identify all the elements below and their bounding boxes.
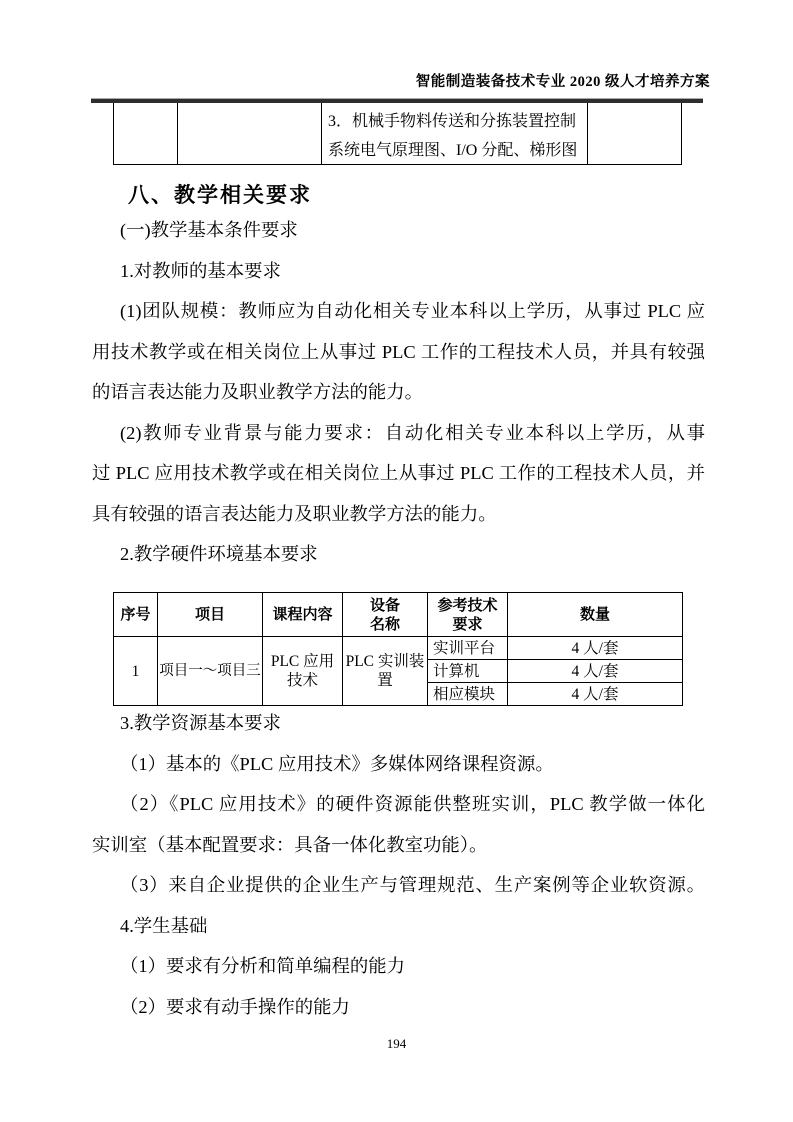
- paragraph-line: (1)团队规模：教师应为自动化相关专业本科以上学历，从事过 PLC 应: [120, 301, 705, 321]
- section-heading: 八、教学相关要求: [128, 184, 312, 207]
- col-header-specs: 参考技术 要求: [428, 593, 508, 637]
- paragraph-line: 实训室（基本配置要求：具备一体化教室功能）。: [92, 834, 488, 855]
- paragraph-line: （1）要求有分析和简单编程的能力: [120, 956, 406, 976]
- cell-spec: 实训平台: [428, 637, 508, 660]
- cell-spec: 相应模块: [428, 683, 508, 706]
- subsection-title: (一)教学基本条件要求: [120, 220, 298, 240]
- paragraph-line: 过 PLC 应用技术教学或在相关岗位上从事过 PLC 工作的工程技术人员，并: [92, 463, 705, 483]
- col-header-device: 设备 名称: [343, 593, 428, 637]
- cell-spec: 计算机: [428, 660, 508, 683]
- teaching-resources-text: [92, 703, 705, 1027]
- paragraph-line: （1）基本的《PLC 应用技术》多媒体网络课程资源。: [120, 753, 554, 774]
- cell-qty: 4 人/套: [508, 660, 683, 683]
- paragraph-line: 的语言表达能力及职业教学方法的能力。: [92, 382, 424, 402]
- col-header-course: 课程内容: [263, 593, 343, 637]
- table-cell-empty: [178, 103, 322, 164]
- table-cell-content: [322, 103, 588, 164]
- paragraph-line: （2）要求有动手操作的能力: [120, 996, 350, 1017]
- table-cell-line: 系统电气原理图、I/O 分配、梯形图: [328, 142, 578, 159]
- continued-table-fragment: [113, 103, 682, 165]
- col-header-qty: 数量: [508, 593, 683, 637]
- page-number: 194: [386, 1036, 407, 1051]
- hardware-requirements-table: [113, 592, 683, 706]
- cell-qty: 4 人/套: [508, 637, 683, 660]
- teaching-conditions-text: [92, 210, 705, 575]
- paragraph-line: （3）来自企业提供的企业生产与管理规范、生产案例等企业软资源。: [120, 875, 705, 895]
- running-header-title: 智能制造装备技术专业 2020 级人才培养方案: [415, 74, 710, 90]
- item-title: 2.教学硬件环境基本要求: [120, 544, 318, 564]
- item-title: 4.学生基础: [120, 915, 208, 936]
- cell-course: PLC 应用技术: [263, 637, 343, 706]
- cell-project: 项目一～项目三: [158, 637, 263, 706]
- cell-qty: 4 人/套: [508, 683, 683, 706]
- table-cell-empty: [113, 103, 178, 164]
- col-header-project: 项目: [158, 593, 263, 637]
- cell-no: 1: [114, 637, 158, 706]
- cell-device: PLC 实训装置: [343, 637, 428, 706]
- item-title: 1.对教师的基本要求: [120, 260, 281, 281]
- table-header-row: [114, 593, 683, 637]
- table-cell-line: 3．机械手物料传送和分拣装置控制: [328, 113, 577, 130]
- col-header-no: 序号: [114, 593, 158, 637]
- table-cell-empty: [588, 103, 682, 164]
- paragraph-line: (2)教师专业背景与能力要求：自动化相关专业本科以上学历，从事: [120, 422, 705, 443]
- paragraph-line: （2）《PLC 应用技术》的硬件资源能供整班实训，PLC 教学做一体化: [120, 794, 705, 814]
- item-title: 3.教学资源基本要求: [120, 713, 281, 733]
- paragraph-line: 具有较强的语言表达能力及职业教学方法的能力。: [92, 503, 497, 524]
- paragraph-line: 用技术教学或在相关岗位上从事过 PLC 工作的工程技术人员，并具有较强: [92, 341, 705, 362]
- table-row: [114, 637, 683, 660]
